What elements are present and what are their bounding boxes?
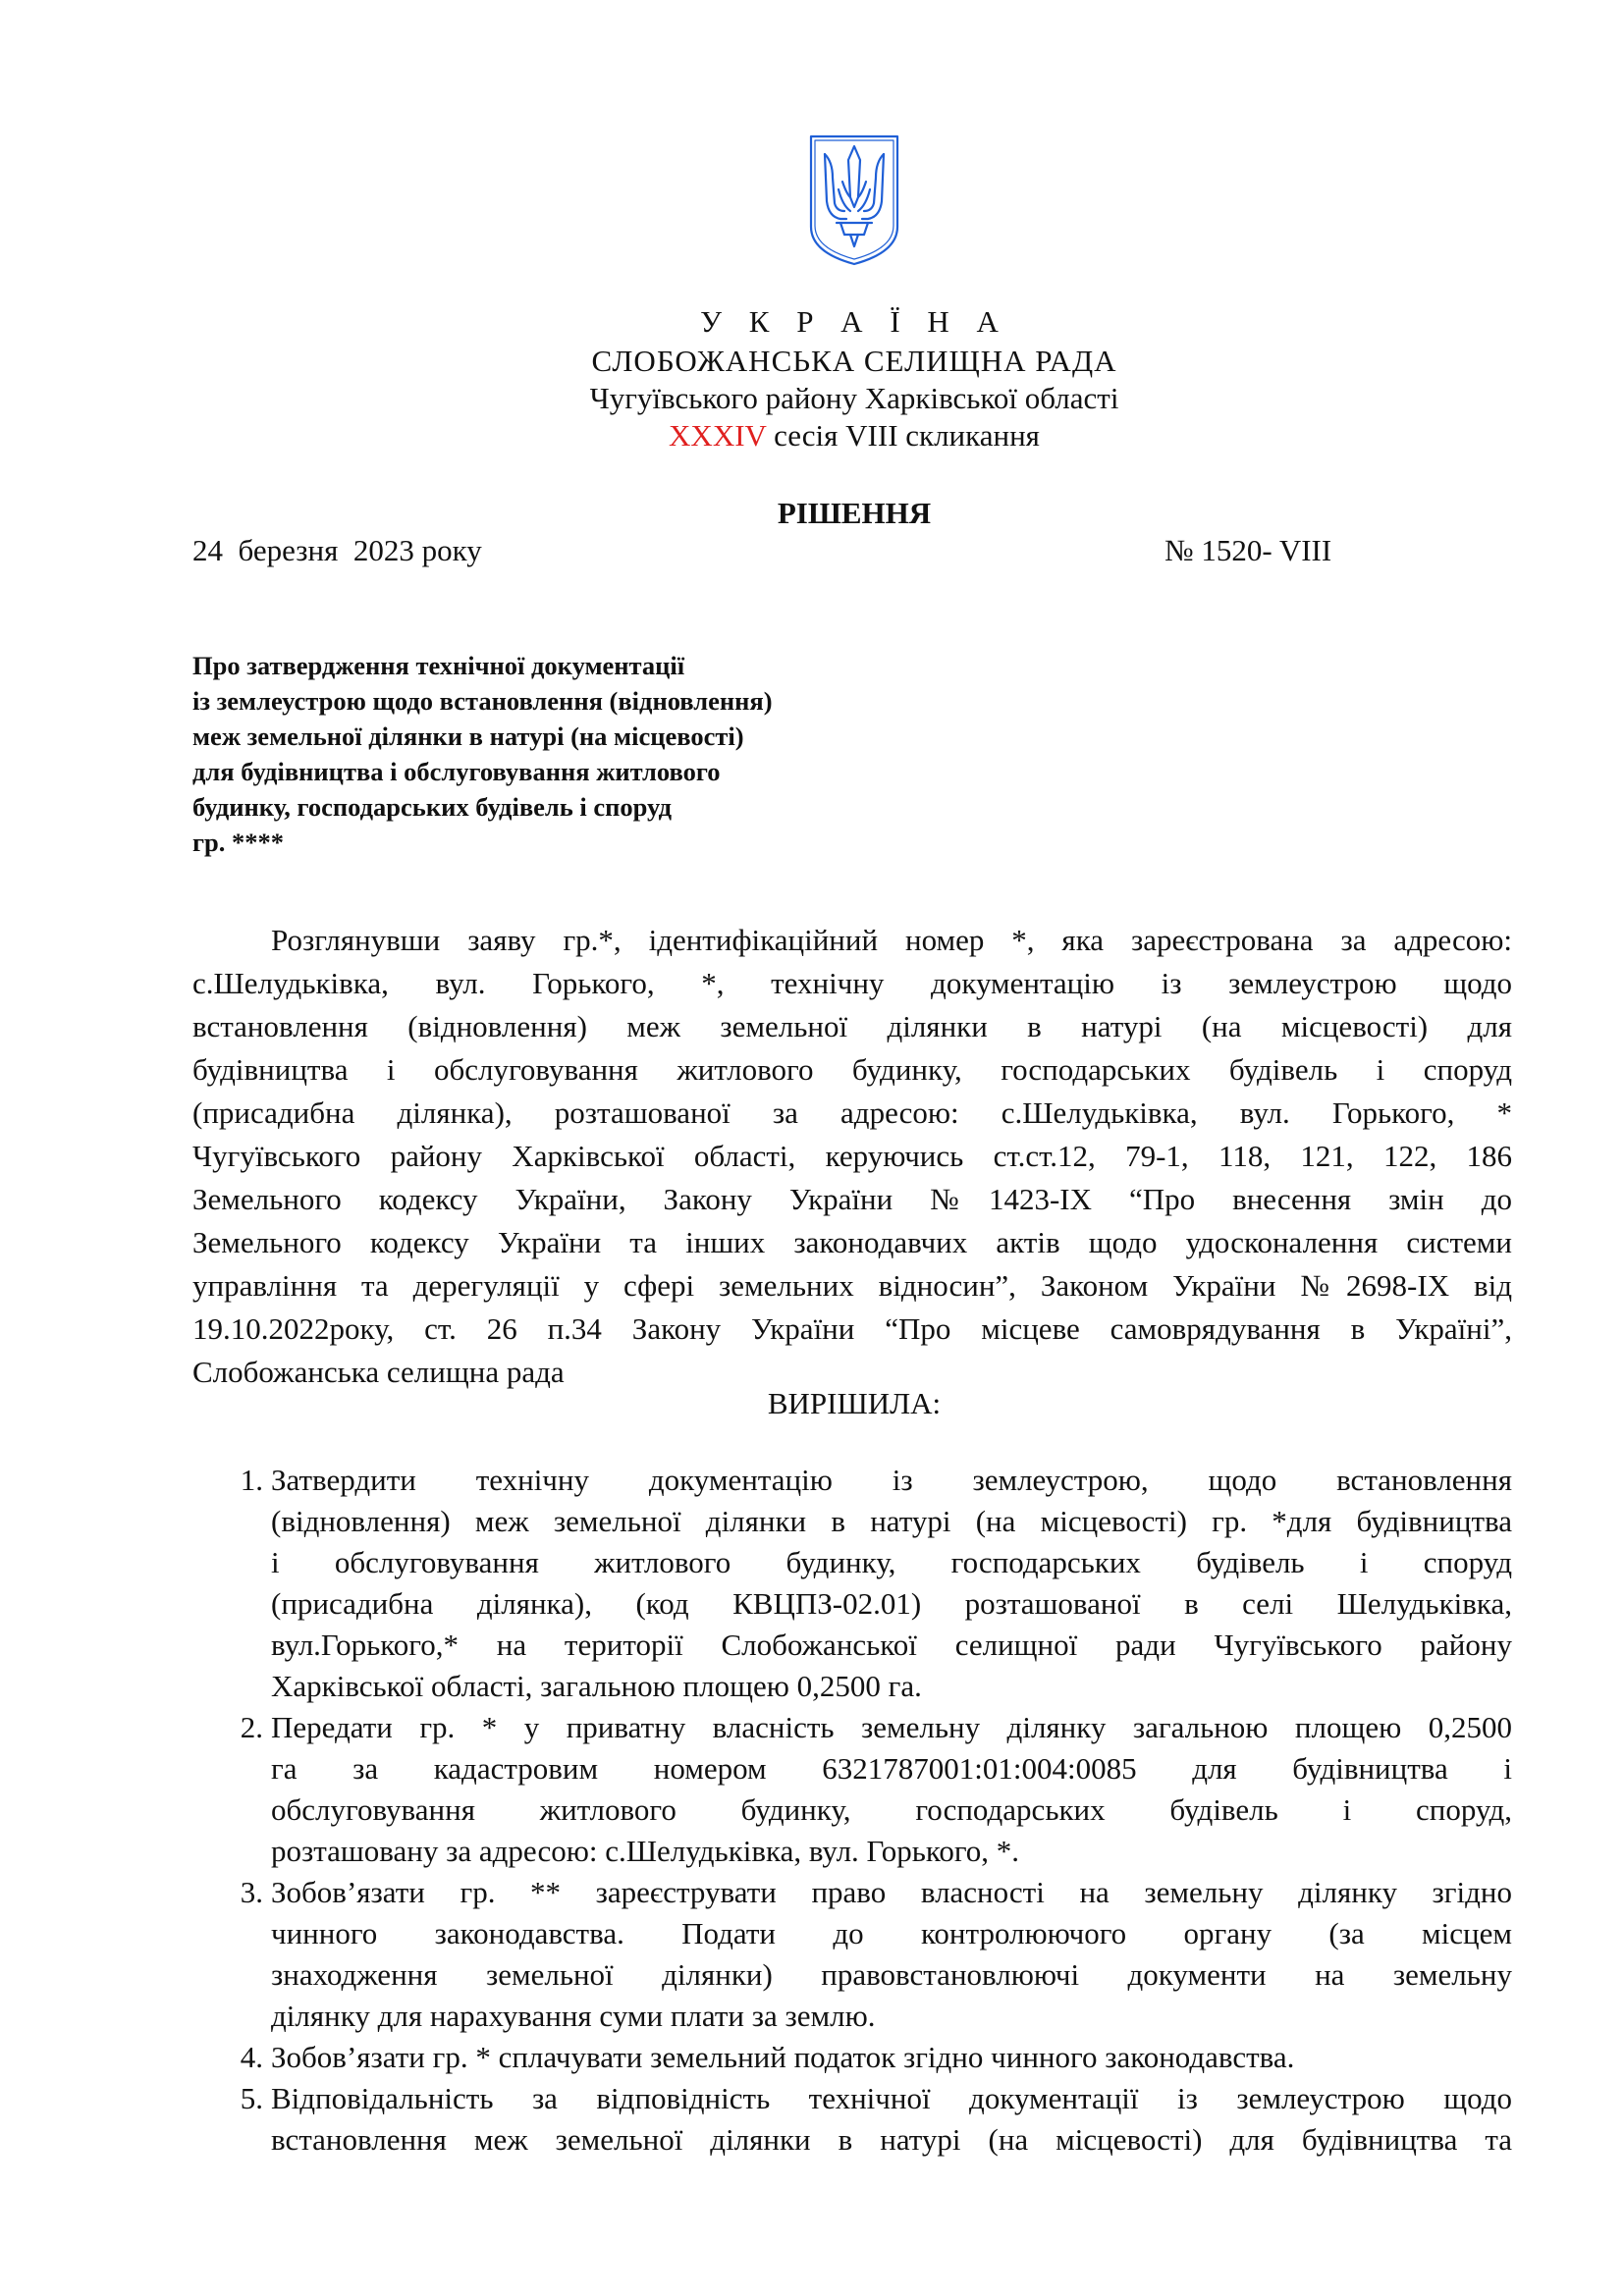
subject-line: меж земельної ділянки в натурі (на місцевості) [192, 721, 744, 751]
preamble-line: управління та дерегуляції у сфері земельних відносин”, Законом України №2698-IX від [192, 1268, 1512, 1303]
session-heading [0, 418, 1624, 454]
item-number: 2. [240, 1710, 263, 1744]
preamble-paragraph [192, 919, 1512, 1394]
decision-items [192, 1460, 1512, 2161]
item-number: 4. [240, 2040, 263, 2074]
item-line: встановлення меж земельної ділянки в натурі (на місцевості) для будівництва та [271, 2122, 1512, 2157]
item-line: Затвердити технічну документацію із землеустрою, щодо встановлення [271, 1463, 1512, 1497]
decision-title: РІШЕННЯ [777, 496, 932, 530]
subject-line: із землеустрою щодо встановлення (відновлення) [192, 686, 773, 716]
session-number: XXXIV [669, 418, 767, 453]
subject-line: для будівництва і обслуговування житлового [192, 757, 721, 786]
item-line: Харківської області, загальною площею 0,2500 га. [271, 1669, 922, 1703]
decision-subject [192, 648, 939, 860]
item-line: Передати гр. * у приватну власність земельну ділянку загальною площею 0,2500 [271, 1710, 1512, 1744]
list-item [192, 2078, 1512, 2161]
item-line: знаходження земельної ділянки) правовстановлюючі документи на земельну [271, 1957, 1512, 1992]
item-line: вул.Горького,* на території Слобожанської селищної ради Чугуївського району [271, 1628, 1512, 1662]
item-line: (присадибна ділянка), (код КВЦПЗ-02.01) розташованої в селі Шелудьківка, [271, 1586, 1512, 1621]
item-number: 1. [240, 1463, 263, 1497]
preamble-line: Розглянувши заяву гр.*, ідентифікаційний номер *, яка зареєстрована за адресою: [271, 923, 1512, 957]
item-line: ділянку для нарахування суми плати за землю. [271, 1999, 876, 2033]
item-line: і обслуговування житлового будинку, господарських будівель і споруд [271, 1545, 1512, 1579]
subject-line: будинку, господарських будівель і споруд [192, 792, 673, 822]
item-number: 5. [240, 2081, 263, 2115]
item-number: 3. [240, 1875, 263, 1909]
preamble-line: Земельного кодексу України, Закону України №1423-IX “Про внесення змін до [192, 1182, 1512, 1216]
decision-date: 24 березня 2023 року [192, 533, 482, 567]
subject-line: Про затвердження технічної документації [192, 651, 685, 680]
country-heading: У К Р А Ї Н А [700, 304, 1008, 339]
item-line: чинного законодавства. Подати до контролюючого органу (за місцем [271, 1916, 1512, 1950]
item-line: Відповідальність за відповідність технічної документації із землеустрою щодо [271, 2081, 1512, 2115]
decision-number: № 1520- VIII [1164, 533, 1332, 567]
council-heading: СЛОБОЖАНСЬКА СЕЛИЩНА РАДА [591, 344, 1117, 378]
district-heading: Чугуївського району Харківської області [589, 381, 1119, 415]
list-item [192, 1707, 1512, 1872]
preamble-line: с.Шелудьківка, вул. Горького, *, технічну документацію із землеустрою щодо [192, 966, 1512, 1000]
resolved-heading: ВИРІШИЛА: [767, 1386, 942, 1420]
trident-coat-of-arms-icon [807, 133, 901, 268]
list-item [192, 2037, 1512, 2078]
preamble-line: Слобожанська селищна рада [192, 1355, 565, 1389]
item-line: обслуговування житлового будинку, господарських будівель і споруд, [271, 1792, 1512, 1827]
item-line: Зобов’язати гр. ** зареєструвати право власності на земельну ділянку згідно [271, 1875, 1512, 1909]
item-line: га за кадастровим номером 6321787001:01:004:0085 для будівництва і [271, 1751, 1512, 1786]
item-line: розташовану за адресою: с.Шелудьківка, вул. Горького, *. [271, 1834, 1020, 1868]
subject-line: гр. **** [192, 828, 285, 857]
preamble-line: 19.10.2022року, ст. 26 п.34 Закону України “Про місцеве самоврядування в Україні”, [192, 1311, 1512, 1346]
preamble-line: встановлення (відновлення) меж земельної ділянки в натурі (на місцевості) для [192, 1009, 1512, 1043]
preamble-line: Земельного кодексу України та інших законодавчих актів щодо удосконалення системи [192, 1225, 1512, 1259]
item-line: (відновлення) меж земельної ділянки в натурі (на місцевості) гр. *для будівництва [271, 1504, 1512, 1538]
list-item [192, 1872, 1512, 2037]
item-line: Зобов’язати гр. * сплачувати земельний податок згідно чинного законодавства. [271, 2040, 1295, 2074]
preamble-line: (присадибна ділянка), розташованої за адресою: с.Шелудьківка, вул. Горького, * [192, 1095, 1512, 1130]
preamble-line: Чугуївського району Харківської області, керуючись ст.ст.12, 79-1, 118, 121, 122, 186 [192, 1139, 1512, 1173]
preamble-line: будівництва і обслуговування житлового будинку, господарських будівель і споруд [192, 1052, 1512, 1087]
list-item [192, 1460, 1512, 1707]
session-text: сесія VIII скликання [766, 418, 1040, 453]
